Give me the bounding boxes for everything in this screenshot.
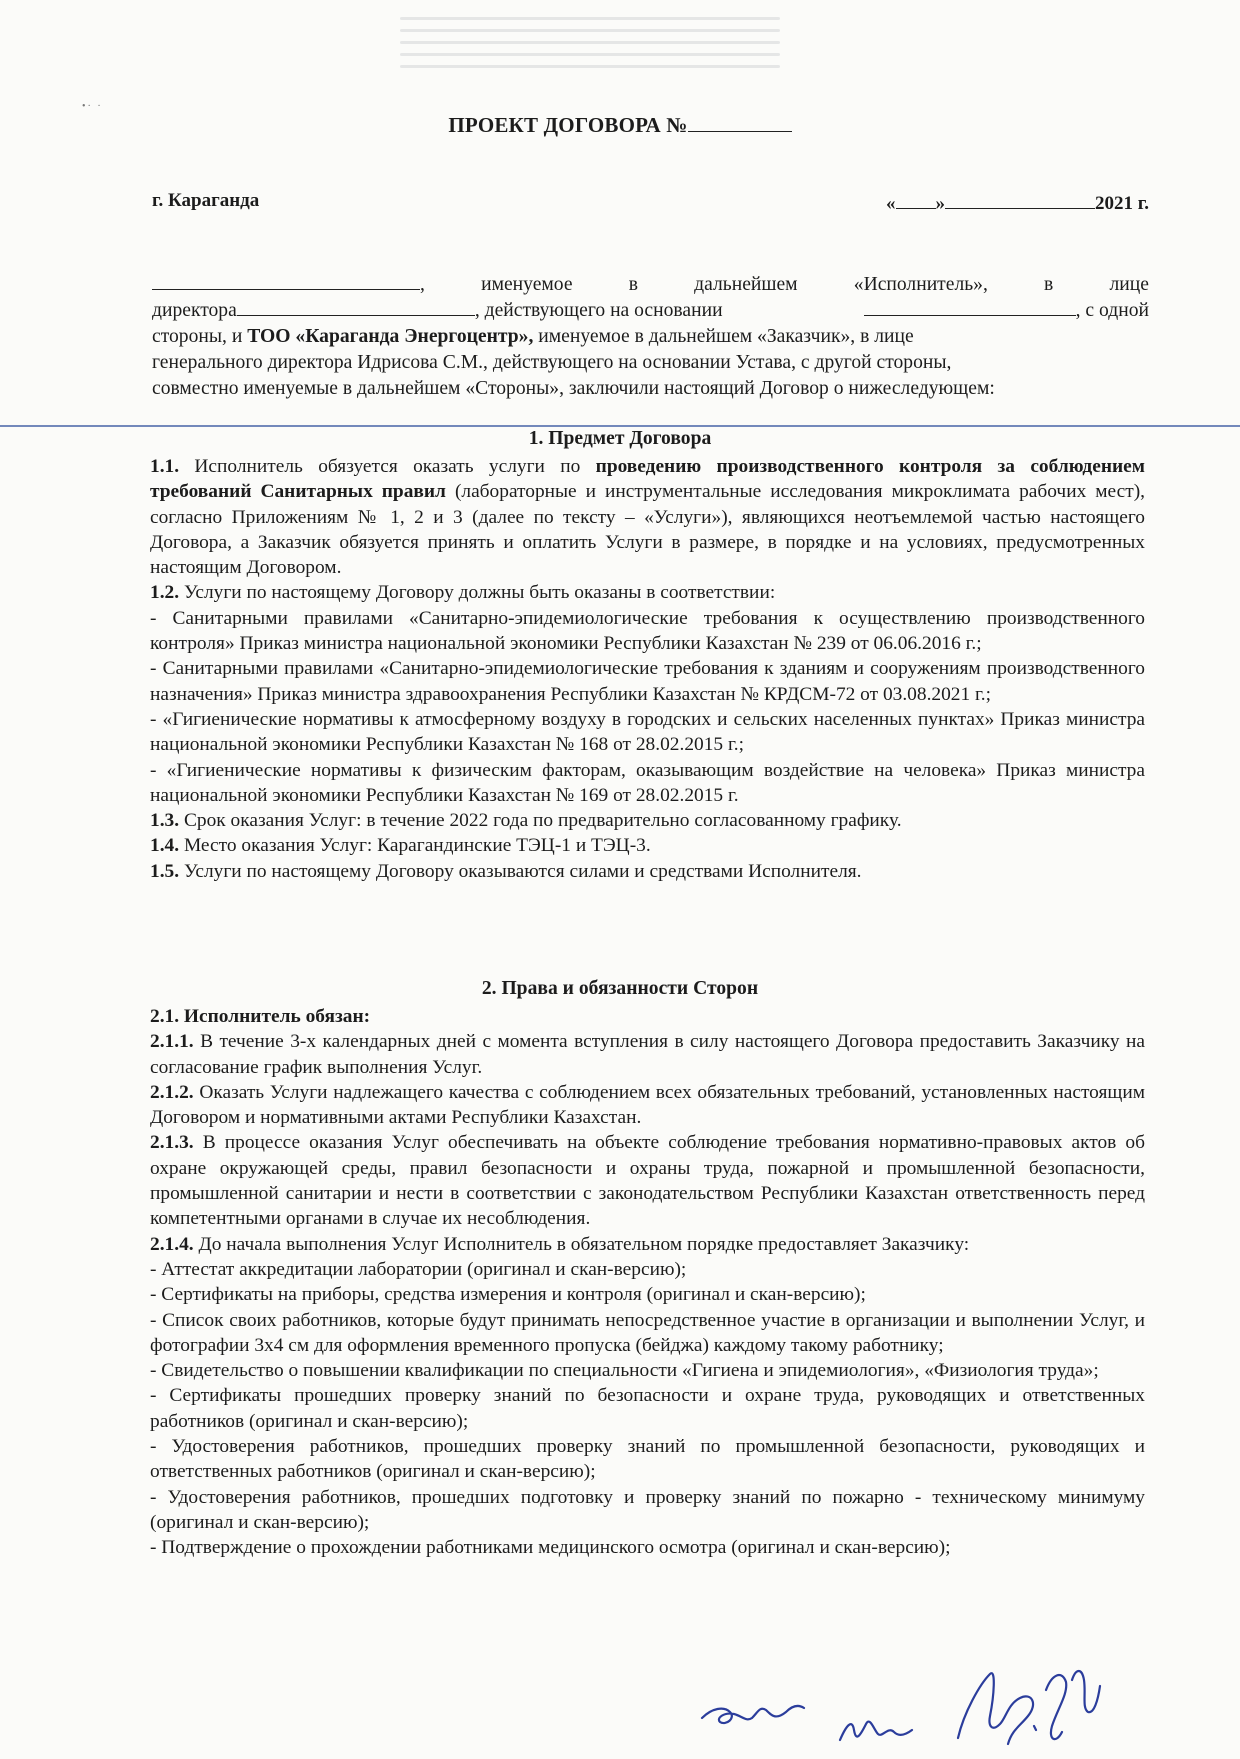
city-label: г. Караганда	[152, 190, 260, 211]
clause-2-1-4-item-4: - Свидетельство о повышении квалификации по специальности «Гигиена и эпидемиология», «Физиология труда»;	[150, 1360, 1099, 1382]
scan-artifact-line	[0, 425, 1240, 427]
section-2-title: 2. Права и обязанности Сторон	[481, 978, 759, 999]
clause-2-1-1: 2.1.1. В течение 3-х календарных дней с момента вступления в силу настоящего Договора предоставить Заказчику на согласование график выполнения Услуг.	[150, 1031, 1145, 1078]
initials-signature-1	[702, 1706, 804, 1723]
clause-2-1-4-item-5: - Сертификаты прошедших проверку знаний по безопасности и охране труда, руководящих и ответственных работников (оригинал и скан-версию);	[150, 1385, 1145, 1432]
handwritten-signatures	[690, 1660, 1190, 1754]
clause-2-1-4-item-7: - Удостоверения работников, прошедших подготовку и проверку знаний по пожарно - техническому минимуму (оригинал и скан-версию);	[150, 1486, 1145, 1533]
preamble-line-2: директора , действующего на основании , с одной	[152, 300, 1149, 321]
clause-1-1: 1.1. Исполнитель обязуется оказать услуги по проведению производственного контроля за соблюдением требований Санитарных правил (лабораторные и инструментальные исследования микроклимата рабочих мест), согласно Приложениям № 1, 2 и 3 (далее по тексту – «Услуги»), являющихся неотъемлемой частью настоящего Договора, а Заказчик обязуется принять и оплатить Услуги в размере, в порядке и на условиях, предусмотренных настоящим Договором.	[150, 456, 1145, 579]
clause-2-1-2: 2.1.2. Оказать Услуги надлежащего качества с соблюдением всех обязательных требований, установленных настоящим Договором и нормативными актами Республики Казахстан.	[150, 1081, 1145, 1129]
clause-2-1-4-item-6: - Удостоверения работников, прошедших проверку знаний по промышленной безопасности, руководящих и ответственных работников (оригинал и скан-версию);	[150, 1436, 1145, 1483]
clause-1-5: 1.5. Услуги по настоящему Договору оказываются силами и средствами Исполнителя.	[150, 860, 862, 882]
section-1-body	[150, 454, 1145, 884]
preamble-line-4: генерального директора Идрисова С.М., действующего на основании Устава, с другой стороны,	[152, 352, 952, 373]
clause-2-1-4: 2.1.4. До начала выполнения Услуг Исполнитель в обязательном порядке предоставляет Заказчику:	[150, 1233, 970, 1255]
preamble-line-3: стороны, и ТОО «Караганда Энергоцентр», именуемое в дальнейшем «Заказчик», в лице	[152, 326, 914, 347]
clause-1-2-item-3: - «Гигиенические нормативы к атмосферному воздуху в городских и сельских населенных пунктах» Приказ министра национальной экономики Республики Казахстан № 168 от 28.02.2015 г.;	[150, 708, 1145, 756]
preamble	[152, 272, 1149, 402]
scan-bleedthrough	[400, 8, 780, 80]
customer-name: ТОО «Караганда Энергоцентр»,	[247, 326, 534, 347]
preamble-line-5: совместно именуемые в дальнейшем «Стороны», заключили настоящий Договор о нижеследующем:	[152, 378, 995, 399]
section-2-body	[150, 1004, 1145, 1561]
clause-1-2-item-2: - Санитарными правилами «Санитарно-эпидемиологические требования к зданиям и сооружениям производственного назначения» Приказ министра здравоохранения Республики Казахстан № КРДСМ-72 от 03.08.2021 г.;	[150, 658, 1145, 705]
clause-2-1-4-item-1: - Аттестат аккредитации лаборатории (оригинал и скан-версию);	[150, 1258, 687, 1280]
clause-2-1-4-item-3: - Список своих работников, которые будут принимать непосредственное участие в организации и выполнении Услуг, и фотографии 3х4 см для оформления временного пропуска (бейджа) каждому такому работнику;	[150, 1309, 1145, 1356]
signatures	[690, 1660, 1190, 1754]
initials-signature-3	[958, 1671, 1100, 1744]
clause-1-2: 1.2. Услуги по настоящему Договору должны быть оказаны в соответствии:	[150, 582, 776, 604]
preamble-line-1: , именуемое в дальнейшем «Исполнитель», в лице	[152, 272, 1149, 298]
clause-1-2-item-1: - Санитарными правилами «Санитарно-эпидемиологические требования к осуществлению производственного контроля» Приказ министра национальной экономики Республики Казахстан № 239 от 06.06.2016 г.;	[150, 607, 1145, 655]
scan-specks: •· ·	[82, 101, 103, 112]
clause-1-3: 1.3. Срок оказания Услуг: в течение 2022 года по предварительно согласованному графику.	[150, 810, 902, 832]
document-title: ПРОЕКТ ДОГОВОРА №	[0, 113, 1240, 138]
clause-1-4: 1.4. Место оказания Услуг: Карагандинские ТЭЦ-1 и ТЭЦ-3.	[150, 835, 651, 857]
initials-signature-2	[840, 1722, 912, 1740]
clause-2-1: 2.1. Исполнитель обязан:	[150, 1006, 371, 1027]
clause-2-1-4-item-2: - Сертификаты на приборы, средства измерения и контроля (оригинал и скан-версию);	[150, 1284, 866, 1306]
clause-1-2-item-4: - «Гигиенические нормативы к физическим факторам, оказывающим воздействие на человека» Приказ министра национальной экономики Республики Казахстан № 169 от 28.02.2015 г.	[150, 759, 1145, 806]
clause-2-1-3: 2.1.3. В процессе оказания Услуг обеспечивать на объекте соблюдение требования нормативно-правовых актов об охране окружающей среды, правил безопасности и охраны труда, пожарной и промышленной безопасности, промышленной санитарии и нести в соответствии с законодательством Республики Казахстан ответственность перед компетентными органами в случае их несоблюдения.	[150, 1132, 1145, 1230]
contract-date: « » 2021 г.	[886, 193, 1149, 214]
clause-2-1-4-item-8: - Подтверждение о прохождении работниками медицинского осмотра (оригинал и скан-версию);	[150, 1537, 951, 1559]
contract-number-blank	[688, 116, 792, 132]
section-1-title: 1. Предмет Договора	[528, 428, 712, 449]
